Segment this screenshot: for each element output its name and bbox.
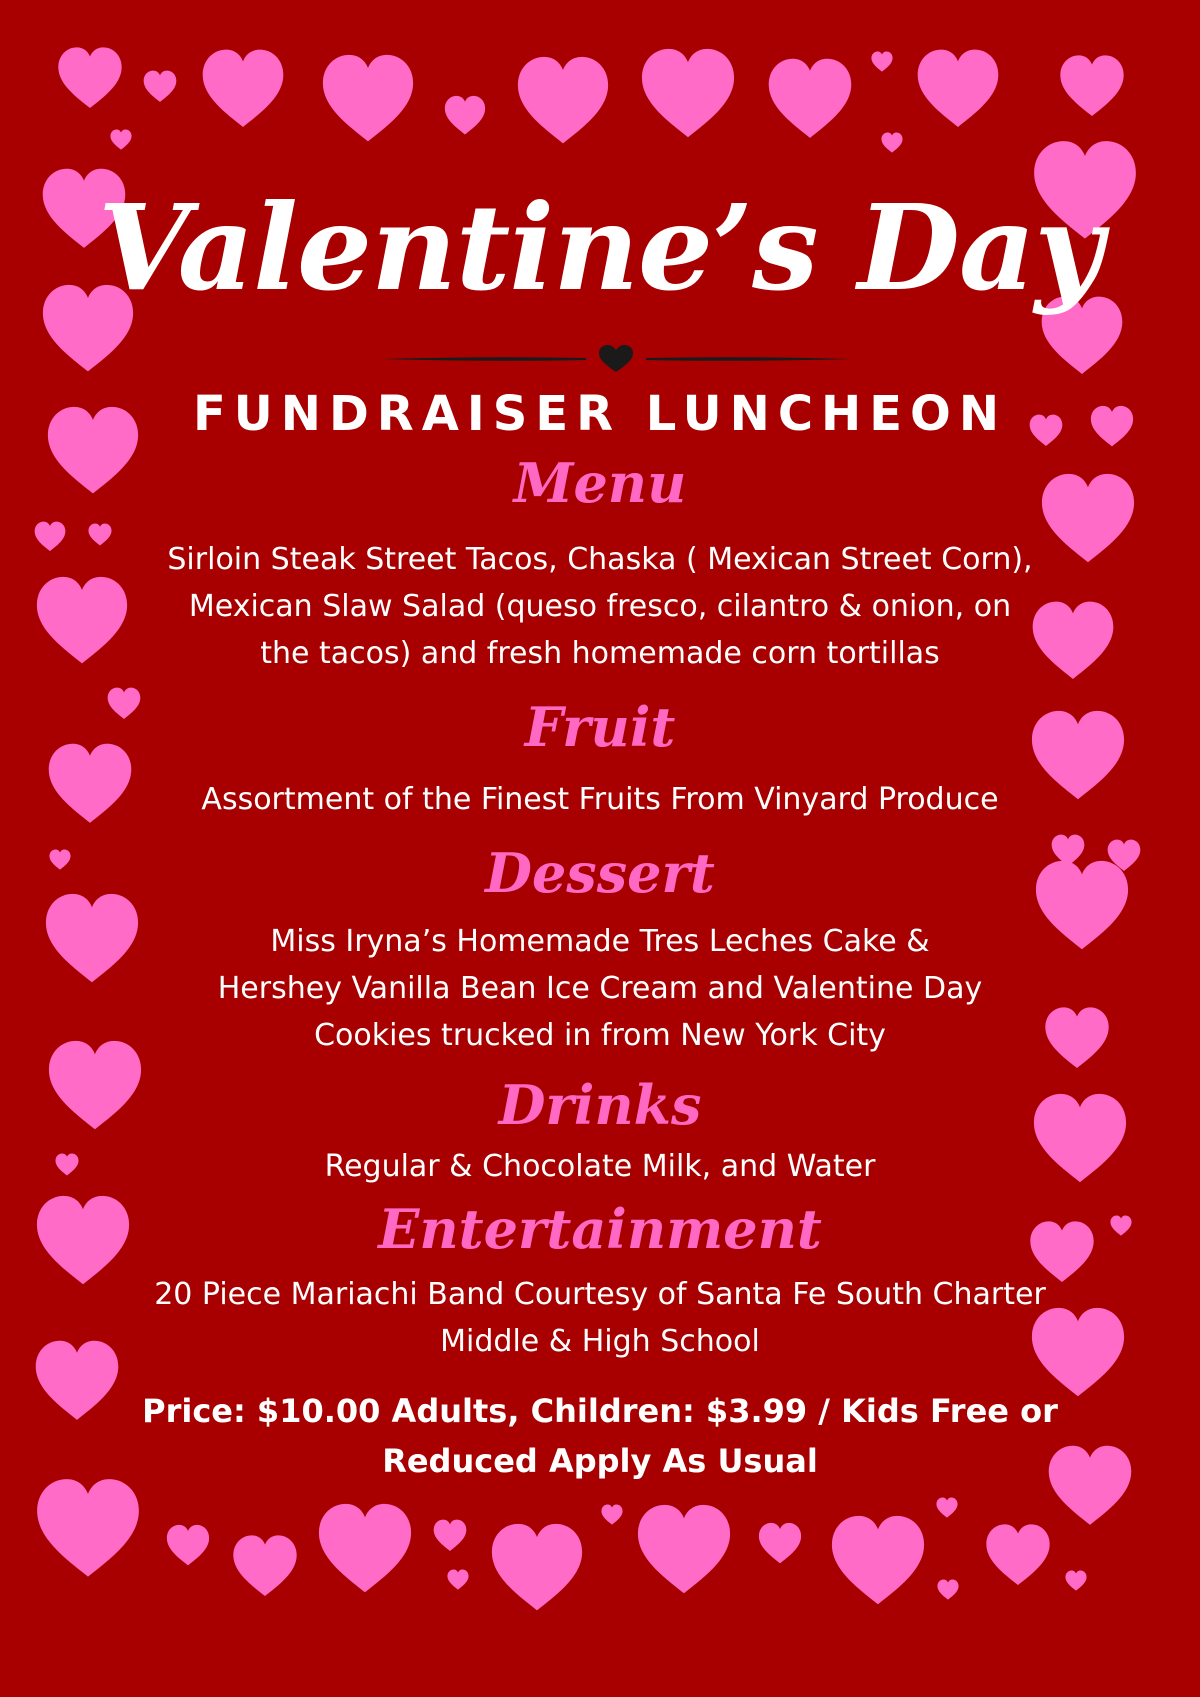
heart-icon xyxy=(317,1502,413,1594)
menu-line: the tacos) and fresh homemade corn tortillas xyxy=(260,636,940,671)
menu-heading: Menu xyxy=(513,451,687,515)
drinks-text xyxy=(100,1143,1100,1190)
heart-icon xyxy=(321,53,415,143)
fruit-line: Assortment of the Finest Fruits From Vinyard Produce xyxy=(201,782,999,817)
dessert-heading: Dessert xyxy=(485,841,715,905)
drinks-line: Regular & Chocolate Milk, and Water xyxy=(324,1149,876,1184)
entertainment-text xyxy=(100,1271,1100,1365)
drinks-heading: Drinks xyxy=(498,1073,702,1137)
heart-icon xyxy=(55,1153,79,1176)
heart-icon xyxy=(57,46,123,109)
heart-icon xyxy=(35,1477,141,1579)
heart-icon xyxy=(232,1534,298,1597)
entertainment-heading: Entertainment xyxy=(378,1197,822,1261)
dessert-text xyxy=(100,918,1100,1059)
menu-text xyxy=(100,536,1100,677)
heart-icon xyxy=(936,1497,958,1518)
entertainment-line: 20 Piece Mariachi Band Courtesy of Santa Fe South Charter xyxy=(154,1277,1046,1312)
entertainment-line: Middle & High School xyxy=(440,1324,760,1359)
heart-icon xyxy=(34,521,66,552)
heart-icon xyxy=(916,48,1000,129)
heart-divider-icon xyxy=(380,345,852,373)
heart-icon xyxy=(640,47,736,139)
heart-icon xyxy=(881,132,903,153)
heart-icon xyxy=(830,1514,926,1606)
heart-icon xyxy=(636,1503,732,1595)
heart-icon xyxy=(490,1522,584,1612)
price-info xyxy=(100,1386,1100,1486)
heart-icon xyxy=(758,1522,802,1564)
menu-line: Mexican Slaw Salad (queso fresco, cilantro & onion, on xyxy=(188,589,1012,624)
dessert-line: Hershey Vanilla Bean Ice Cream and Valentine Day xyxy=(217,971,983,1006)
heart-icon xyxy=(937,1579,959,1600)
heart-icon xyxy=(447,1569,469,1590)
heart-icon xyxy=(516,55,610,145)
heart-icon xyxy=(767,57,853,140)
heart-icon xyxy=(985,1523,1051,1586)
heart-icon xyxy=(444,95,486,135)
price-line: Reduced Apply As Usual xyxy=(382,1442,818,1480)
heart-icon xyxy=(601,1504,623,1525)
menu-line: Sirloin Steak Street Tacos, Chaska ( Mexican Street Corn), xyxy=(167,542,1033,577)
price-line: Price: $10.00 Adults, Children: $3.99 / Kids Free or xyxy=(142,1392,1058,1430)
fruit-text xyxy=(100,776,1100,823)
flyer-subtitle: FUNDRAISER LUNCHEON xyxy=(193,386,1007,442)
fruit-heading: Fruit xyxy=(524,695,676,759)
heart-icon xyxy=(871,51,893,72)
dessert-line: Cookies trucked in from New York City xyxy=(314,1018,886,1053)
dessert-line: Miss Iryna’s Homemade Tres Leches Cake & xyxy=(270,924,930,959)
heart-icon xyxy=(143,70,177,103)
flyer-title: Valentine’s Day xyxy=(97,178,1103,317)
heart-icon xyxy=(201,48,285,129)
heart-icon xyxy=(110,129,132,150)
heart-icon xyxy=(1059,54,1125,117)
heart-icon xyxy=(433,1519,467,1552)
heart-icon xyxy=(1065,1570,1087,1591)
heart-icon xyxy=(166,1524,210,1566)
